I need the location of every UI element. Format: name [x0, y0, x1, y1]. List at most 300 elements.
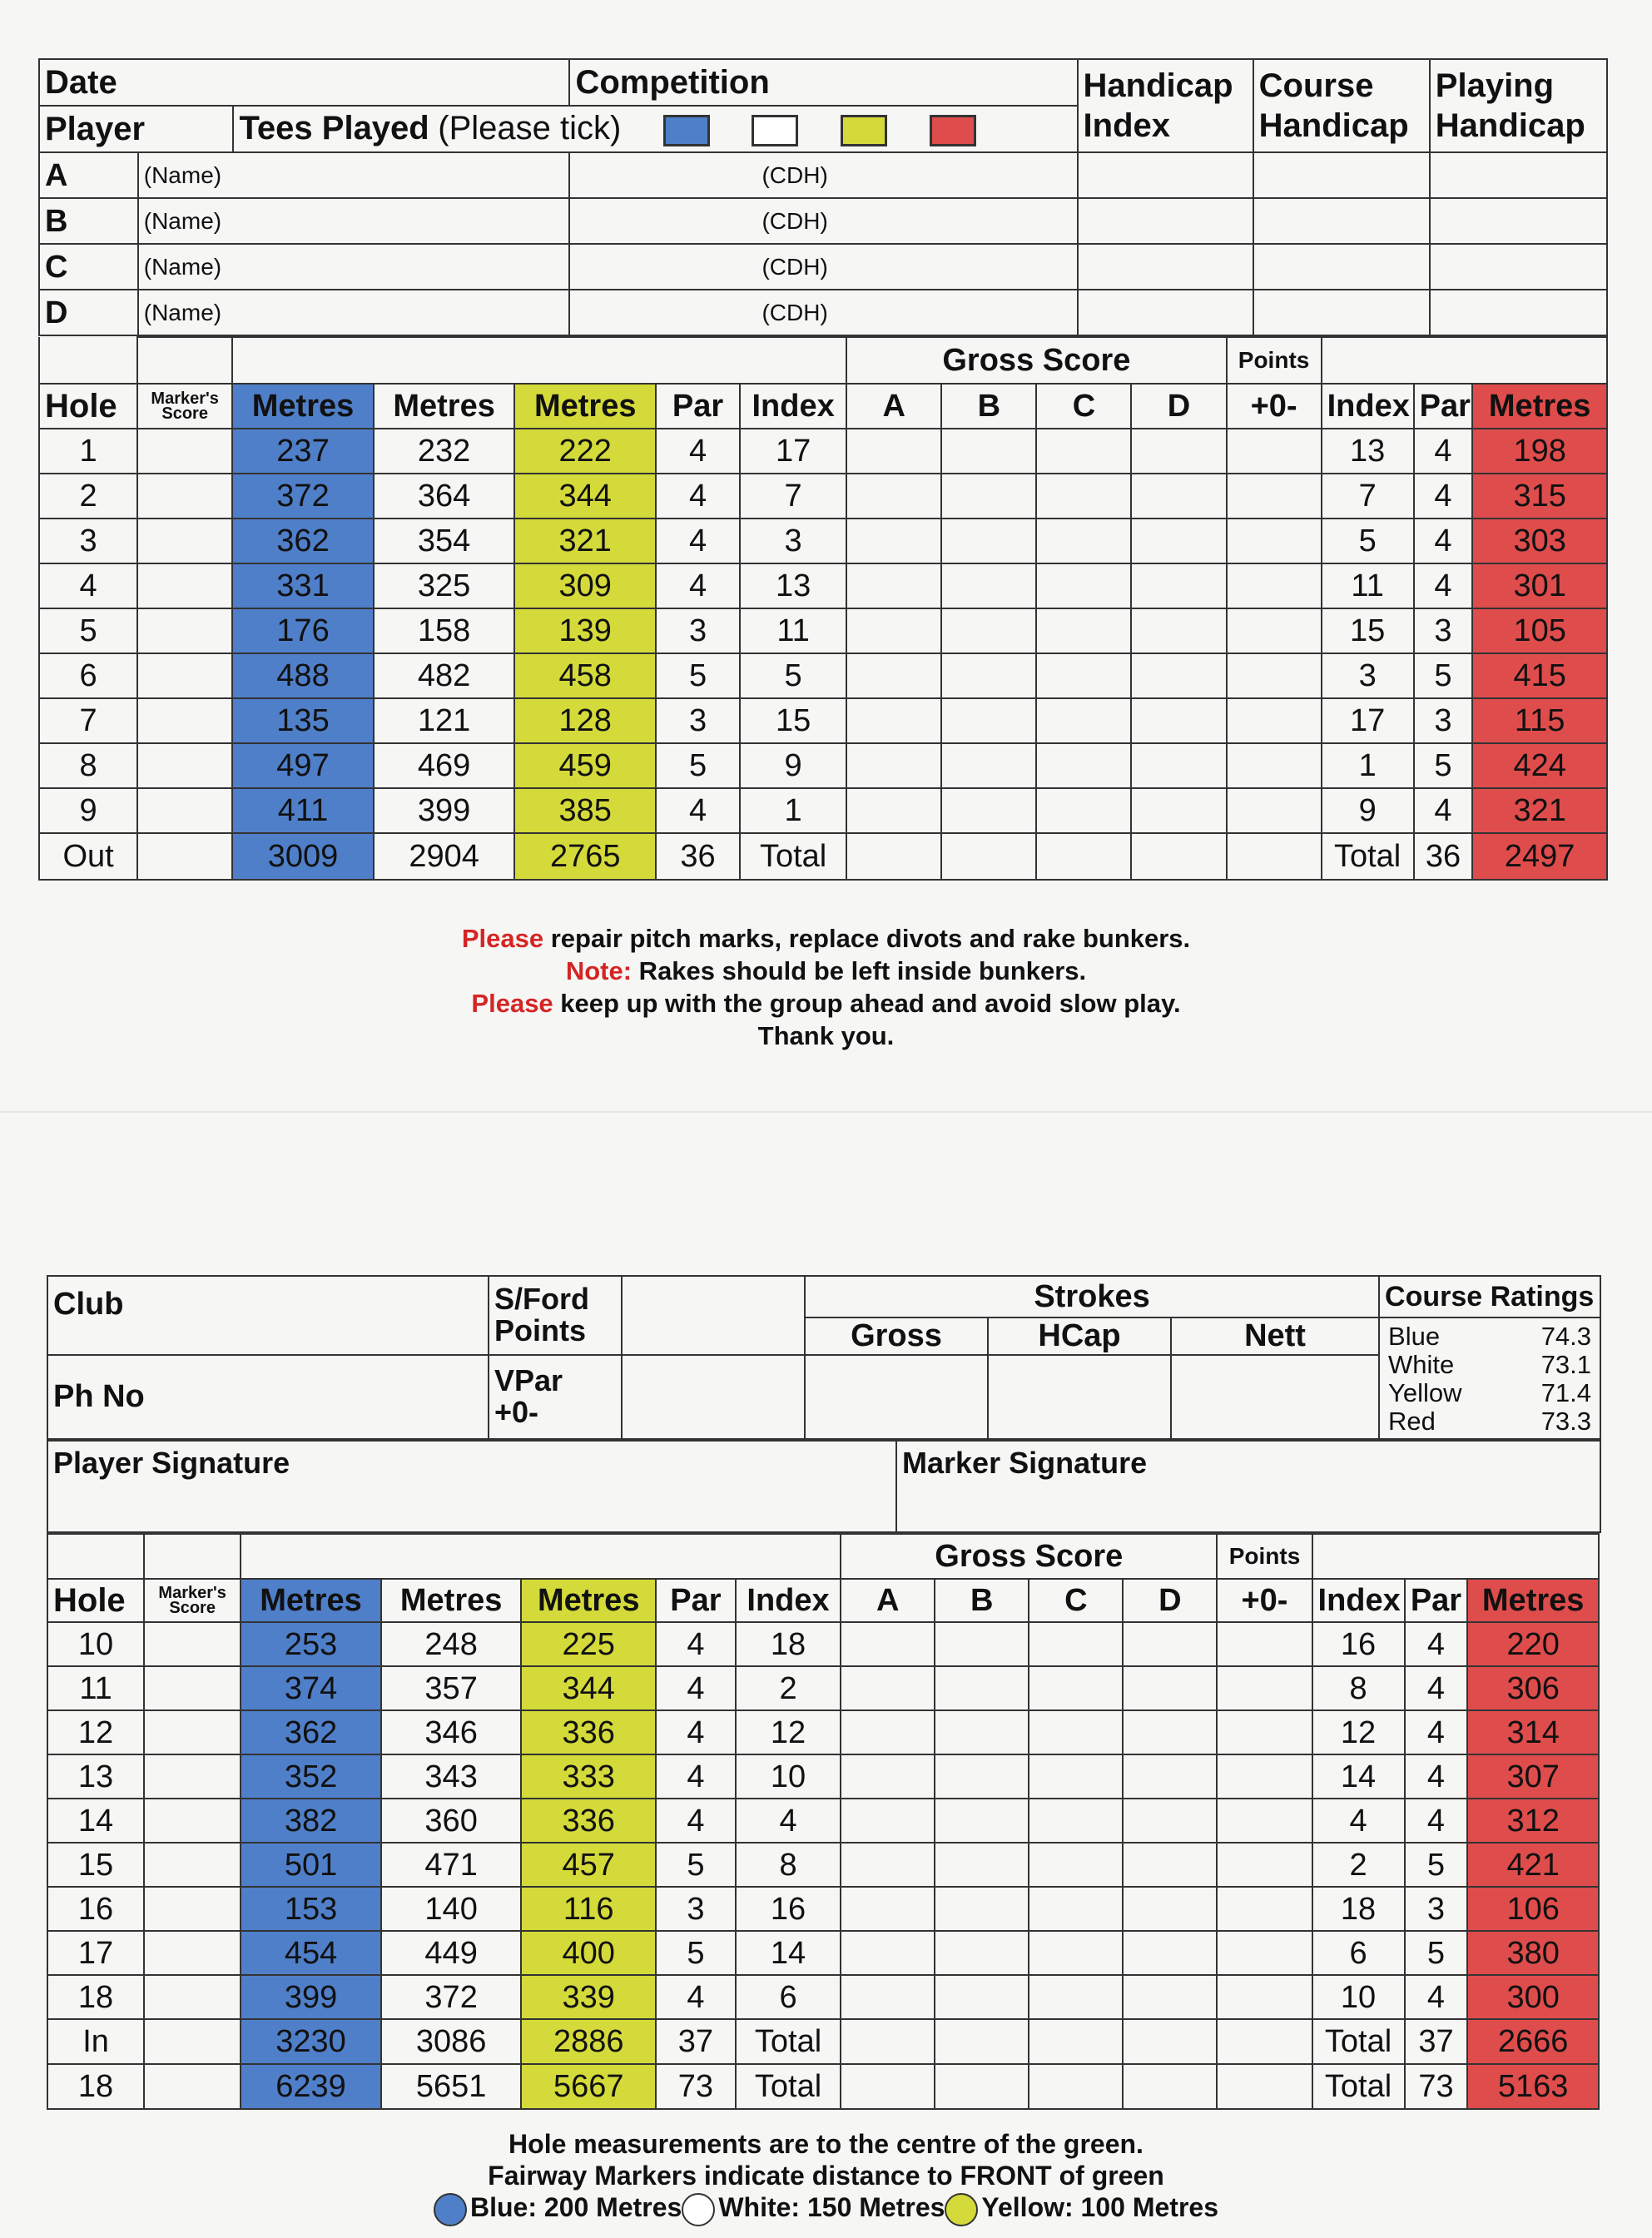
gross-score-a-field[interactable] — [846, 474, 941, 519]
gross-score-d-field[interactable] — [1123, 1622, 1217, 1666]
points-field[interactable] — [1217, 1754, 1312, 1799]
front-nine-card — [38, 58, 1608, 881]
gross-score-b-field[interactable] — [935, 1622, 1029, 1666]
gross-score-d-field[interactable] — [1131, 743, 1226, 788]
nett-strokes-field[interactable] — [1171, 1355, 1379, 1439]
red-par-value: 4 — [1414, 563, 1473, 608]
gross-score-c-field[interactable] — [1029, 2064, 1123, 2109]
white-metres: 471 — [381, 1843, 522, 1887]
player-b-col-label-back: B — [935, 1579, 1029, 1622]
par-value: 73 — [656, 2064, 736, 2109]
points-field[interactable] — [1217, 1799, 1312, 1843]
white-metres: 449 — [381, 1931, 522, 1975]
points-field[interactable] — [1217, 1975, 1312, 2019]
red-index-value: 9 — [1322, 788, 1414, 833]
red-index-value: 6 — [1312, 1931, 1405, 1975]
marker-score-field[interactable] — [144, 1710, 241, 1754]
gross-score-c-field[interactable] — [1036, 608, 1131, 653]
red-par-value: 4 — [1414, 519, 1473, 563]
marker-score-field[interactable] — [137, 563, 232, 608]
handicap-index-field[interactable] — [1078, 198, 1253, 244]
gross-score-a-field[interactable] — [841, 1799, 935, 1843]
yellow-metres: 336 — [521, 1710, 656, 1754]
yellow-metres: 2765 — [514, 833, 656, 880]
red-par-value: 4 — [1414, 429, 1473, 474]
par-value: 4 — [656, 1975, 736, 2019]
index-value: 14 — [736, 1931, 841, 1975]
course-handicap-field[interactable] — [1253, 152, 1430, 198]
gross-score-b-field[interactable] — [935, 1754, 1029, 1799]
gross-score-d-field[interactable] — [1131, 519, 1226, 563]
handicap-index-field[interactable] — [1078, 290, 1253, 335]
index-value: 10 — [736, 1754, 841, 1799]
gross-score-d-field[interactable] — [1123, 1887, 1217, 1931]
white-tee-checkbox[interactable] — [752, 115, 798, 146]
red-metres: 198 — [1472, 429, 1607, 474]
white-metres: 158 — [374, 608, 515, 653]
gross-score-b-field[interactable] — [941, 608, 1036, 653]
marker-score-field[interactable] — [137, 429, 232, 474]
gross-score-d-field[interactable] — [1123, 1931, 1217, 1975]
gross-score-d-field[interactable] — [1123, 1754, 1217, 1799]
index-value: 16 — [736, 1887, 841, 1931]
gross-score-d-field[interactable] — [1131, 474, 1226, 519]
tees-played: Tees Played (Please tick) — [233, 106, 1077, 152]
blue-metres: 253 — [241, 1622, 381, 1666]
handicap-index-field[interactable] — [1078, 244, 1253, 290]
yellow-metres: 116 — [521, 1887, 656, 1931]
gross-score-c-field[interactable] — [1036, 519, 1131, 563]
marker-score-field[interactable] — [144, 1843, 241, 1887]
gross-score-b-field[interactable] — [935, 1931, 1029, 1975]
gross-score-b-field[interactable] — [935, 1887, 1029, 1931]
course-handicap-field[interactable] — [1253, 244, 1430, 290]
red-par-value: 5 — [1405, 1843, 1468, 1887]
marker-score-field[interactable] — [144, 1666, 241, 1710]
hcap-strokes-field[interactable] — [988, 1355, 1171, 1439]
points-field[interactable] — [1227, 608, 1322, 653]
white-metres-col-label-back: Metres — [381, 1579, 522, 1622]
gross-score-c-field[interactable] — [1036, 474, 1131, 519]
gross-score-c-field[interactable] — [1029, 1754, 1123, 1799]
points-field[interactable] — [1227, 653, 1322, 698]
blue-metres: 362 — [232, 519, 374, 563]
gross-score-b-field[interactable] — [941, 833, 1036, 880]
red-index-value: 16 — [1312, 1622, 1405, 1666]
yellow-metres: 400 — [521, 1931, 656, 1975]
red-par-value: 4 — [1405, 1754, 1468, 1799]
hole-number: 4 — [39, 563, 137, 608]
points-field[interactable] — [1217, 2019, 1312, 2064]
gross-score-d-field[interactable] — [1123, 2019, 1217, 2064]
marker-score-field[interactable] — [144, 2064, 241, 2109]
course-handicap-label: Course Handicap — [1253, 59, 1430, 152]
points-field[interactable] — [1227, 519, 1322, 563]
card-fold-line — [0, 1111, 1652, 1113]
gross-score-c-field[interactable] — [1029, 1666, 1123, 1710]
course-handicap-field[interactable] — [1253, 290, 1430, 335]
course-notes — [0, 922, 1652, 1052]
gross-score-a-field[interactable] — [846, 429, 941, 474]
gross-score-c-field[interactable] — [1029, 1710, 1123, 1754]
gross-score-b-field[interactable] — [935, 1843, 1029, 1887]
par-value: 5 — [656, 743, 740, 788]
marker-score-field[interactable] — [137, 833, 232, 880]
marker-score-field[interactable] — [137, 474, 232, 519]
hole-row — [39, 474, 1607, 519]
red-index-value: 15 — [1322, 608, 1414, 653]
marker-score-field[interactable] — [137, 788, 232, 833]
red-index-value: 7 — [1322, 474, 1414, 519]
blue-metres: 331 — [232, 563, 374, 608]
gross-score-c-field[interactable] — [1036, 788, 1131, 833]
points-field[interactable] — [1217, 2064, 1312, 2109]
gross-score-a-field[interactable] — [841, 1622, 935, 1666]
gross-score-c-field[interactable] — [1036, 563, 1131, 608]
yellow-metres: 333 — [521, 1754, 656, 1799]
gross-score-d-field[interactable] — [1131, 698, 1226, 743]
rating-tee: White — [1388, 1350, 1455, 1378]
gross-score-a-field[interactable] — [841, 2064, 935, 2109]
par-value: 4 — [656, 474, 740, 519]
white-metres: 346 — [381, 1710, 522, 1754]
footer-line-1: Hole measurements are to the centre of the green. — [508, 2129, 1144, 2159]
yellow-metres: 458 — [514, 653, 656, 698]
par-value: 4 — [656, 429, 740, 474]
red-index-value: 11 — [1322, 563, 1414, 608]
par-value: 4 — [656, 1710, 736, 1754]
gross-score-b-field[interactable] — [935, 2064, 1029, 2109]
player-d-col-label: D — [1131, 384, 1226, 429]
gross-score-b-field[interactable] — [941, 563, 1036, 608]
gross-score-c-field[interactable] — [1029, 1975, 1123, 2019]
competition-label: Competition — [569, 59, 1077, 106]
player-a-col-label: A — [846, 384, 941, 429]
playing-handicap-field[interactable] — [1430, 152, 1607, 198]
hole-row — [39, 743, 1607, 788]
gross-score-c-field[interactable] — [1036, 743, 1131, 788]
marker-score-field[interactable] — [144, 1754, 241, 1799]
red-metres: 300 — [1467, 1975, 1599, 2019]
red-par-value: 4 — [1405, 1622, 1468, 1666]
red-metres: 424 — [1472, 743, 1607, 788]
gross-score-b-field[interactable] — [941, 653, 1036, 698]
white-metres: 121 — [374, 698, 515, 743]
gross-score-d-field[interactable] — [1131, 833, 1226, 880]
gross-score-b-field[interactable] — [935, 1799, 1029, 1843]
gross-score-c-field[interactable] — [1029, 1887, 1123, 1931]
par-value: 3 — [656, 1887, 736, 1931]
player-c-col-label-back: C — [1029, 1579, 1123, 1622]
white-metres: 248 — [381, 1622, 522, 1666]
red-metres: 220 — [1467, 1622, 1599, 1666]
gross-score-a-field[interactable] — [841, 1710, 935, 1754]
gross-score-d-field[interactable] — [1123, 1710, 1217, 1754]
par-col-label: Par — [656, 384, 740, 429]
red-metres: 2666 — [1467, 2019, 1599, 2064]
player-name-field[interactable]: (Name) — [138, 152, 570, 198]
gross-score-a-field[interactable] — [846, 833, 941, 880]
rating-tee: Red — [1388, 1407, 1436, 1435]
gross-score-c-field[interactable] — [1036, 653, 1131, 698]
points-field[interactable] — [1227, 563, 1322, 608]
gross-score-c-field[interactable] — [1036, 429, 1131, 474]
rating-row — [1385, 1350, 1595, 1378]
marker-score-field[interactable] — [137, 608, 232, 653]
player-cdh-field[interactable]: (CDH) — [569, 198, 1077, 244]
hole-number: 3 — [39, 519, 137, 563]
white-metres: 5651 — [381, 2064, 522, 2109]
hole-row — [47, 1710, 1599, 1754]
gross-score-b-field[interactable] — [941, 429, 1036, 474]
gross-score-d-field[interactable] — [1131, 563, 1226, 608]
note-line-2: Note: Rakes should be left inside bunkers. — [565, 956, 1087, 985]
yellow-metres: 2886 — [521, 2019, 656, 2064]
red-index-value: 8 — [1312, 1666, 1405, 1710]
red-par-value: 5 — [1405, 1931, 1468, 1975]
yellow-marker-icon — [945, 2193, 978, 2226]
player-signature-field[interactable]: Player Signature — [47, 1441, 896, 1532]
index-value: 2 — [736, 1666, 841, 1710]
rating-tee: Yellow — [1388, 1378, 1462, 1407]
par-value: 4 — [656, 788, 740, 833]
gross-score-d-field[interactable] — [1131, 429, 1226, 474]
yellow-metres: 139 — [514, 608, 656, 653]
yellow-metres: 336 — [521, 1799, 656, 1843]
gross-score-d-field[interactable] — [1131, 653, 1226, 698]
markers-score-col-label-back: Marker's Score — [144, 1579, 241, 1622]
index-value: 3 — [740, 519, 846, 563]
marker-score-field[interactable] — [144, 1931, 241, 1975]
points-field[interactable] — [1217, 1666, 1312, 1710]
blue-metres: 237 — [232, 429, 374, 474]
marker-score-field[interactable] — [137, 519, 232, 563]
gross-score-b-field[interactable] — [935, 1975, 1029, 2019]
hole-row — [47, 1799, 1599, 1843]
points-label-back: Points — [1217, 1534, 1312, 1579]
blue-metres: 3230 — [241, 2019, 381, 2064]
marker-score-field[interactable] — [144, 1622, 241, 1666]
hole-row — [47, 1754, 1599, 1799]
course-handicap-field[interactable] — [1253, 198, 1430, 244]
yellow-metres: 225 — [521, 1622, 656, 1666]
gross-score-a-field[interactable] — [846, 788, 941, 833]
red-metres-col-label-back: Metres — [1467, 1579, 1599, 1622]
gross-score-d-field[interactable] — [1123, 2064, 1217, 2109]
gross-score-a-field[interactable] — [846, 608, 941, 653]
blue-tee-checkbox[interactable] — [663, 115, 710, 146]
marker-score-field[interactable] — [144, 1799, 241, 1843]
gross-score-a-field[interactable] — [846, 519, 941, 563]
marker-signature-field[interactable]: Marker Signature — [896, 1441, 1600, 1532]
gross-score-a-field[interactable] — [841, 1975, 935, 2019]
gross-score-b-field[interactable] — [941, 519, 1036, 563]
gross-score-a-field[interactable] — [841, 1754, 935, 1799]
red-metres: 115 — [1472, 698, 1607, 743]
player-cdh-field[interactable]: (CDH) — [569, 152, 1077, 198]
player-row — [39, 152, 1607, 198]
yellow-metres: 321 — [514, 519, 656, 563]
sford-points-field[interactable] — [622, 1276, 805, 1355]
red-metres: 421 — [1467, 1843, 1599, 1887]
yellow-tee-checkbox[interactable] — [841, 115, 887, 146]
gross-score-c-field[interactable] — [1029, 1799, 1123, 1843]
red-index-col-label: Index — [1322, 384, 1414, 429]
gross-score-c-field[interactable] — [1036, 833, 1131, 880]
points-field[interactable] — [1217, 1710, 1312, 1754]
points-field[interactable] — [1217, 1931, 1312, 1975]
player-letter: A — [39, 152, 138, 198]
white-metres: 469 — [374, 743, 515, 788]
player-cdh-field[interactable]: (CDH) — [569, 244, 1077, 290]
gross-label: Gross — [805, 1317, 988, 1355]
hole-number: 17 — [47, 1931, 144, 1975]
points-field[interactable] — [1227, 698, 1322, 743]
index-value: 5 — [740, 653, 846, 698]
gross-score-b-field[interactable] — [935, 1710, 1029, 1754]
blue-metres: 362 — [241, 1710, 381, 1754]
white-metres: 325 — [374, 563, 515, 608]
marker-score-field[interactable] — [137, 743, 232, 788]
gross-score-b-field[interactable] — [941, 474, 1036, 519]
red-index-value: 3 — [1322, 653, 1414, 698]
gross-score-d-field[interactable] — [1123, 1843, 1217, 1887]
yellow-metres: 459 — [514, 743, 656, 788]
par-value: 4 — [656, 563, 740, 608]
points-field[interactable] — [1227, 788, 1322, 833]
rating-value: 73.3 — [1540, 1407, 1592, 1435]
gross-score-c-field[interactable] — [1029, 1843, 1123, 1887]
gross-score-a-field[interactable] — [841, 1843, 935, 1887]
player-name-field[interactable]: (Name) — [138, 198, 570, 244]
marker-score-field[interactable] — [144, 1975, 241, 2019]
blue-metres: 352 — [241, 1754, 381, 1799]
note-line-1: Please repair pitch marks, replace divots and rake bunkers. — [461, 924, 1191, 953]
gross-score-a-field[interactable] — [846, 743, 941, 788]
points-field[interactable] — [1217, 1622, 1312, 1666]
gross-score-a-field[interactable] — [846, 698, 941, 743]
red-index-value: 4 — [1312, 1799, 1405, 1843]
white-metres: 482 — [374, 653, 515, 698]
hole-number: 14 — [47, 1799, 144, 1843]
hole-number: In — [47, 2019, 144, 2064]
index-value: 13 — [740, 563, 846, 608]
red-metres: 380 — [1467, 1931, 1599, 1975]
marker-score-field[interactable] — [137, 698, 232, 743]
points-field[interactable] — [1227, 474, 1322, 519]
hole-row — [39, 563, 1607, 608]
par-col-label-back: Par — [656, 1579, 736, 1622]
handicap-index-field[interactable] — [1078, 152, 1253, 198]
player-name-field[interactable]: (Name) — [138, 290, 570, 335]
blue-metres: 6239 — [241, 2064, 381, 2109]
sford-points-label: S/Ford Points — [489, 1276, 622, 1355]
playing-handicap-field[interactable] — [1430, 198, 1607, 244]
playing-handicap-field[interactable] — [1430, 290, 1607, 335]
gross-score-b-field[interactable] — [935, 2019, 1029, 2064]
hole-number: 11 — [47, 1666, 144, 1710]
points-field[interactable] — [1217, 1887, 1312, 1931]
points-field[interactable] — [1227, 833, 1322, 880]
rating-row — [1385, 1407, 1595, 1435]
white-metres: 372 — [381, 1975, 522, 2019]
marker-score-field[interactable] — [144, 2019, 241, 2064]
gross-score-c-field[interactable] — [1029, 1931, 1123, 1975]
points-field[interactable] — [1227, 429, 1322, 474]
marker-score-field[interactable] — [137, 653, 232, 698]
playing-handicap-field[interactable] — [1430, 244, 1607, 290]
yellow-metres: 457 — [521, 1843, 656, 1887]
hole-row — [47, 2064, 1599, 2109]
gross-score-b-field[interactable] — [935, 1666, 1029, 1710]
points-field[interactable] — [1217, 1843, 1312, 1887]
red-par-value: 3 — [1405, 1887, 1468, 1931]
player-cdh-field[interactable]: (CDH) — [569, 290, 1077, 335]
red-par-value: 36 — [1414, 833, 1473, 880]
gross-score-a-field[interactable] — [841, 1931, 935, 1975]
red-tee-checkbox[interactable] — [930, 115, 976, 146]
gross-score-c-field[interactable] — [1036, 698, 1131, 743]
gross-score-a-field[interactable] — [846, 653, 941, 698]
gross-score-d-field[interactable] — [1131, 788, 1226, 833]
hole-number: 1 — [39, 429, 137, 474]
gross-score-a-field[interactable] — [841, 2019, 935, 2064]
gross-score-a-field[interactable] — [841, 1887, 935, 1931]
index-value: Total — [736, 2064, 841, 2109]
marker-score-field[interactable] — [144, 1887, 241, 1931]
points-field[interactable] — [1227, 743, 1322, 788]
gross-score-c-field[interactable] — [1029, 2019, 1123, 2064]
gross-score-d-field[interactable] — [1123, 1666, 1217, 1710]
white-metres: 357 — [381, 1666, 522, 1710]
blue-metres: 454 — [241, 1931, 381, 1975]
blue-marker-icon — [434, 2193, 467, 2226]
par-value: 4 — [656, 1754, 736, 1799]
white-metres: 364 — [374, 474, 515, 519]
gross-score-c-field[interactable] — [1029, 1622, 1123, 1666]
gross-score-a-field[interactable] — [846, 563, 941, 608]
white-metres: 360 — [381, 1799, 522, 1843]
hole-number: Out — [39, 833, 137, 880]
red-par-col-label: Par — [1414, 384, 1473, 429]
strokes-label: Strokes — [805, 1276, 1379, 1317]
red-par-value: 4 — [1414, 474, 1473, 519]
red-par-col-label-back: Par — [1405, 1579, 1468, 1622]
gross-score-d-field[interactable] — [1123, 1975, 1217, 2019]
red-metres: 314 — [1467, 1710, 1599, 1754]
gross-score-b-field[interactable] — [941, 788, 1036, 833]
gross-score-a-field[interactable] — [841, 1666, 935, 1710]
blue-metres: 399 — [241, 1975, 381, 2019]
red-par-value: 5 — [1414, 653, 1473, 698]
player-name-field[interactable]: (Name) — [138, 244, 570, 290]
red-par-value: 4 — [1414, 788, 1473, 833]
hole-row — [47, 1931, 1599, 1975]
hole-row — [39, 429, 1607, 474]
white-marker-icon — [682, 2193, 715, 2226]
vpar-field[interactable] — [622, 1355, 805, 1439]
gross-score-b-field[interactable] — [941, 743, 1036, 788]
gross-score-b-field[interactable] — [941, 698, 1036, 743]
red-metres: 315 — [1472, 474, 1607, 519]
gross-strokes-field[interactable] — [805, 1355, 988, 1439]
red-index-value: 12 — [1312, 1710, 1405, 1754]
signature-table — [47, 1440, 1601, 1533]
gross-score-d-field[interactable] — [1131, 608, 1226, 653]
player-a-col-label-back: A — [841, 1579, 935, 1622]
gross-score-d-field[interactable] — [1123, 1799, 1217, 1843]
back-nine-table — [47, 1533, 1600, 2110]
